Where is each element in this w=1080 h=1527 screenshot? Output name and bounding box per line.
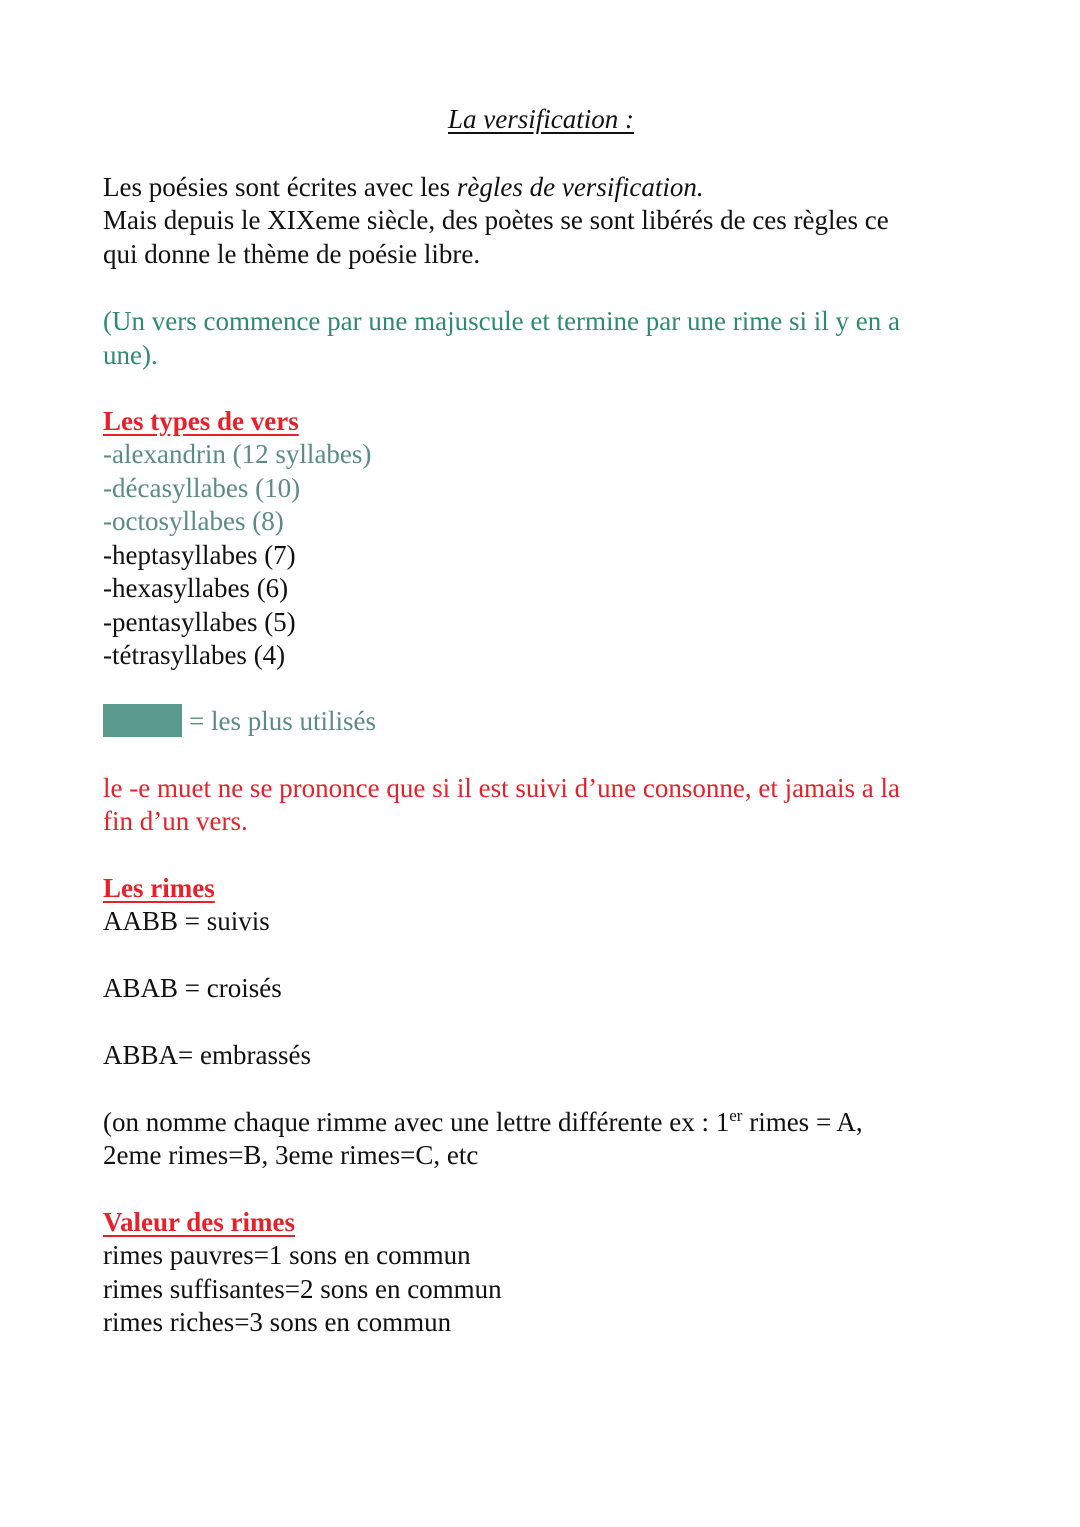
list-item: -octosyllabes (8)	[103, 506, 284, 536]
list-item: -décasyllabes (10)	[103, 473, 301, 503]
list-item: rimes pauvres=1 sons en commun	[103, 1240, 471, 1270]
mute-e-line-2: fin d’un vers.	[103, 806, 248, 836]
intro-line-3: qui donne le thème de poésie libre.	[103, 239, 481, 269]
list-item: -hexasyllabes (6)	[103, 573, 289, 603]
rimes-explain-line-2: 2eme rimes=B, 3eme rimes=C, etc	[103, 1140, 479, 1170]
intro-emphasis: règles de versification.	[456, 172, 704, 202]
list-item: -pentasyllabes (5)	[103, 607, 296, 637]
rimes-explain-text-end: rimes = A,	[742, 1107, 863, 1137]
list-item: -alexandrin (12 syllabes)	[103, 439, 372, 469]
intro-text: Les poésies sont écrites avec les	[103, 172, 457, 202]
list-item: -tétrasyllabes (4)	[103, 640, 286, 670]
page-title: La versification :	[448, 104, 634, 134]
types-heading: Les types de vers	[103, 406, 299, 436]
note-line-1: (Un vers commence par une majuscule et termine par une rime si il y en a	[103, 306, 900, 336]
rimes-explain-text: (on nomme chaque rimme avec une lettre différente ex : 1	[103, 1107, 730, 1137]
note-line-2: une).	[103, 340, 158, 370]
legend-text: = les plus utilisés	[189, 706, 376, 736]
list-item: rimes suffisantes=2 sons en commun	[103, 1274, 502, 1304]
intro-line-1	[103, 170, 704, 204]
ordinal-superscript: er	[729, 1106, 743, 1125]
valeur-heading: Valeur des rimes	[103, 1207, 295, 1237]
list-item: rimes riches=3 sons en commun	[103, 1307, 452, 1337]
rime-embrasses: ABBA= embrassés	[103, 1040, 311, 1070]
mute-e-line-1: le -e muet ne se prononce que si il est suivi d’une consonne, et jamais a la	[103, 773, 901, 803]
rimes-explain-line-1	[103, 1105, 863, 1139]
rime-suivis: AABB = suivis	[103, 906, 270, 936]
legend-color-swatch	[103, 704, 182, 737]
intro-line-2: Mais depuis le XIXeme siècle, des poètes se sont libérés de ces règles ce	[103, 205, 889, 235]
rimes-heading: Les rimes	[103, 873, 215, 903]
rime-croises: ABAB = croisés	[103, 973, 282, 1003]
list-item: -heptasyllabes (7)	[103, 540, 296, 570]
